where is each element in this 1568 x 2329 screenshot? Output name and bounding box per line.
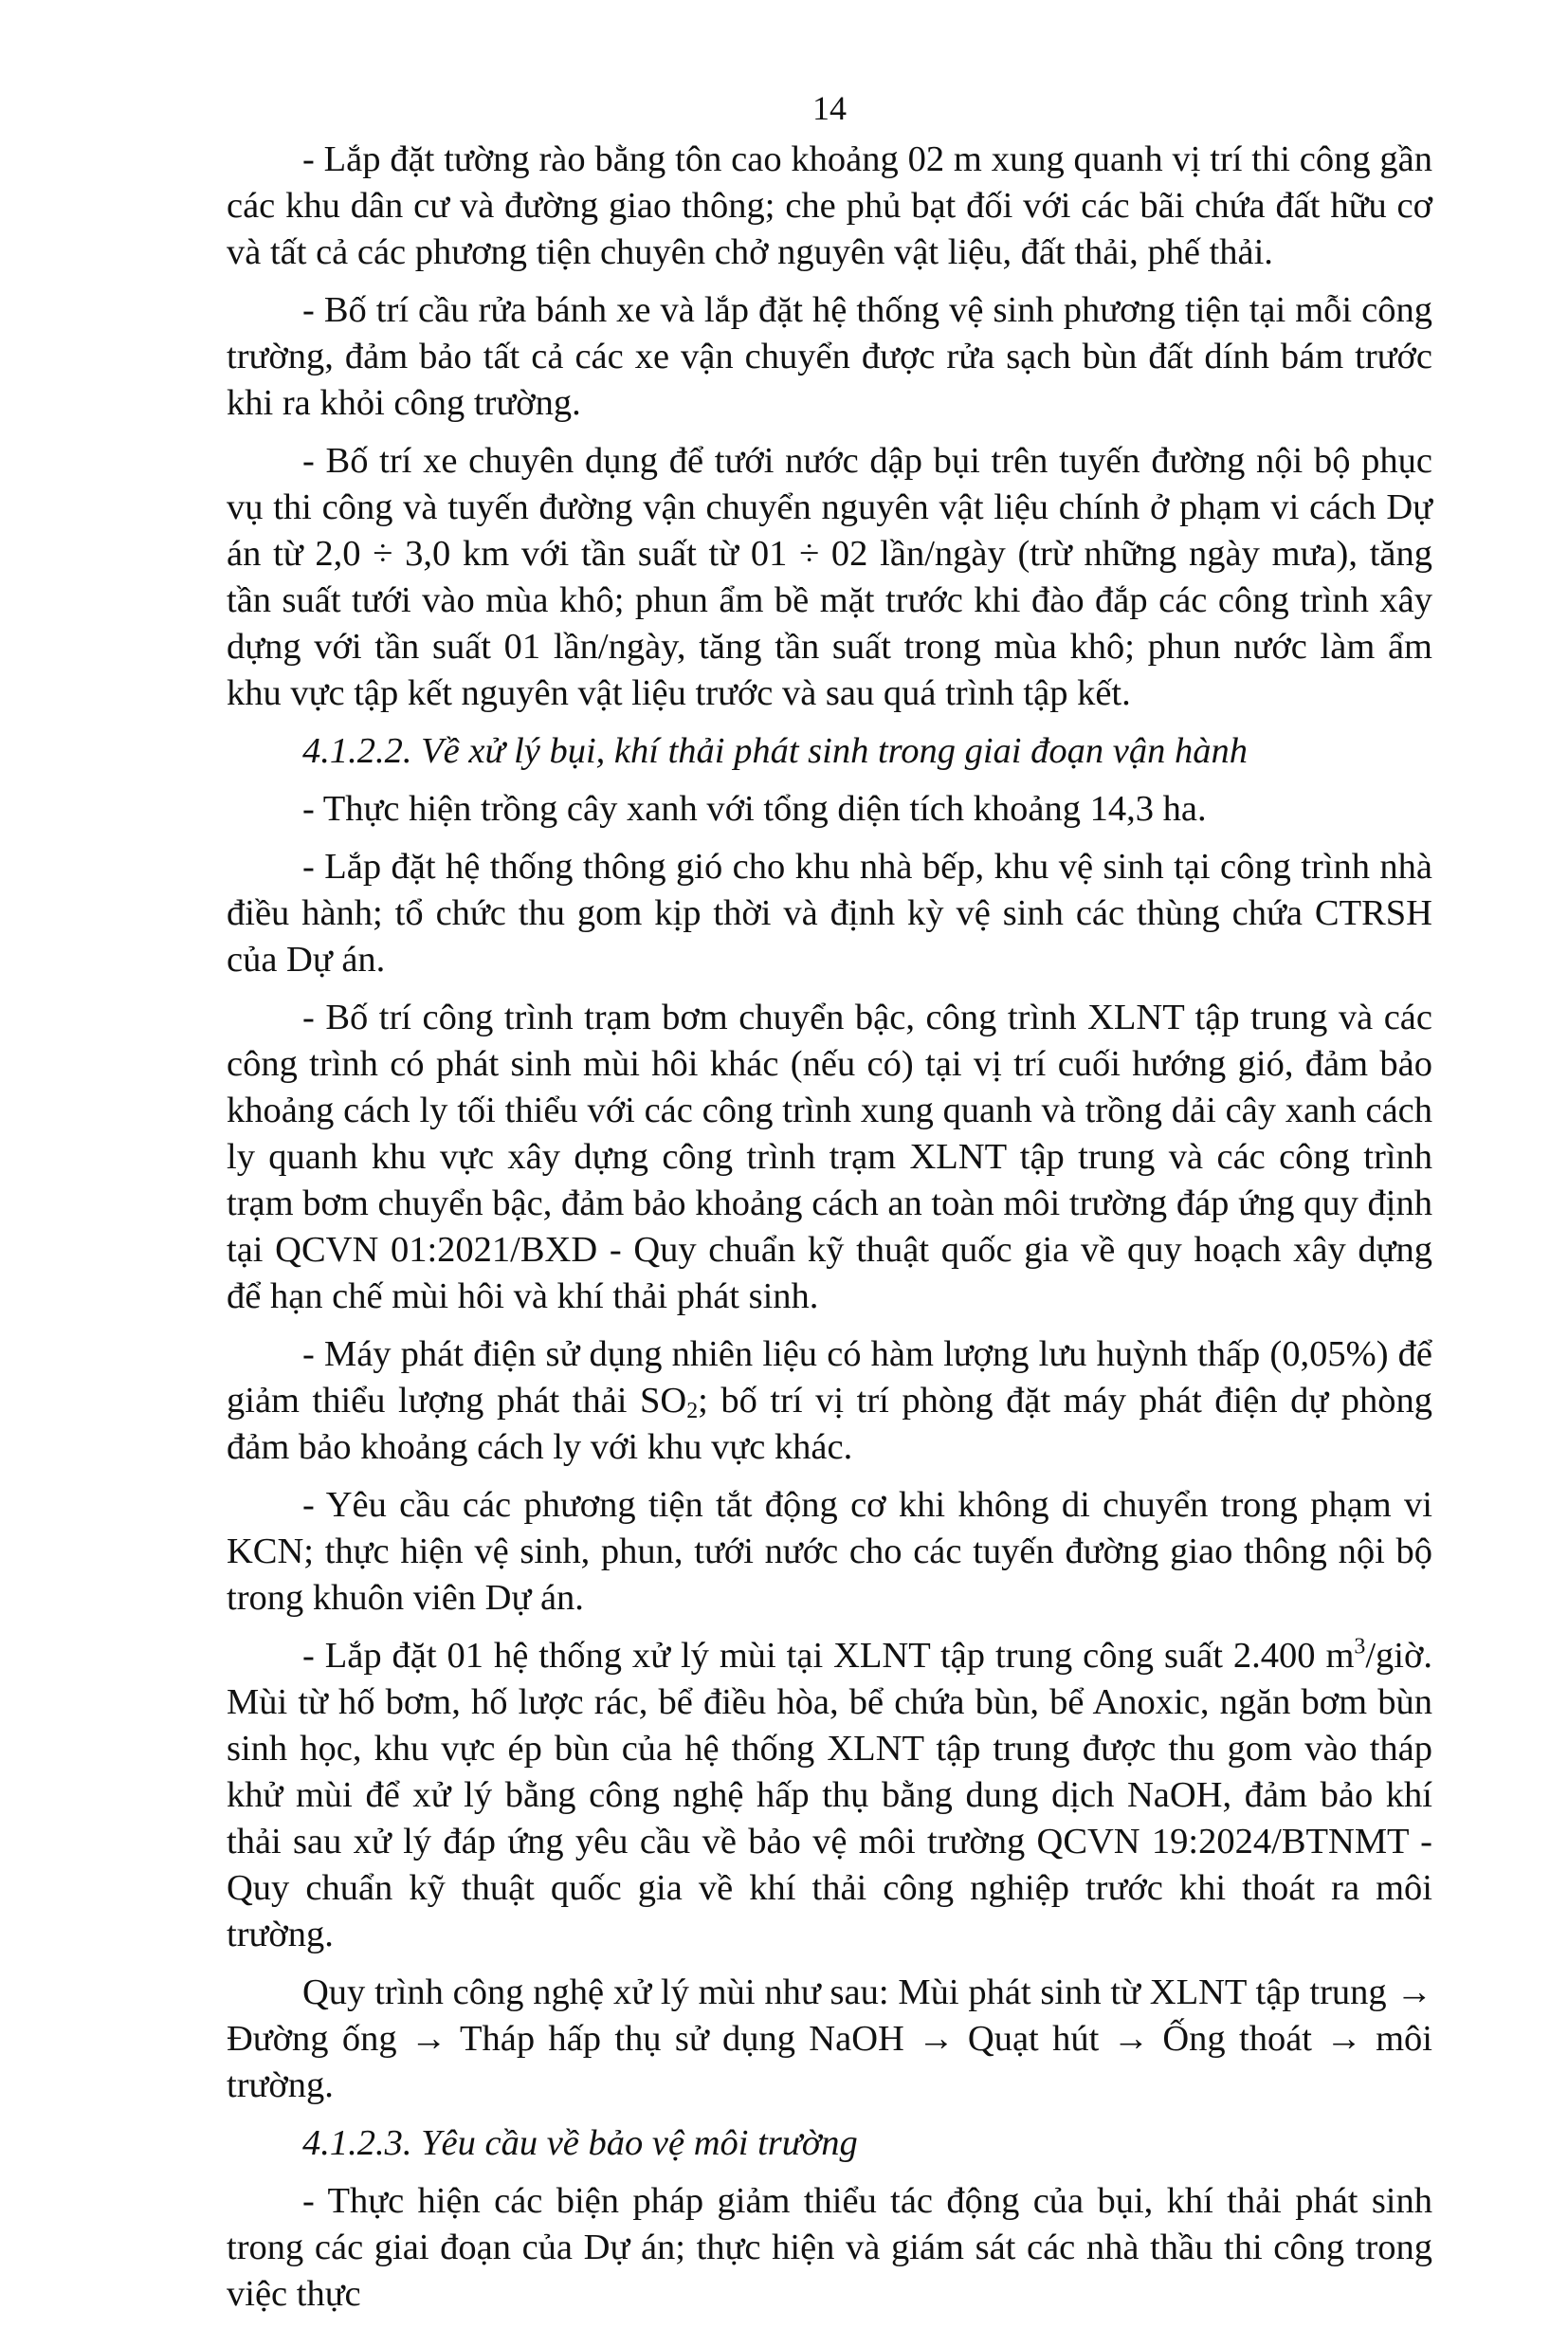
so2-subscript: 2 <box>686 1398 699 1423</box>
paragraph-pump-station-layout: - Bố trí công trình trạm bơm chuyển bậc, công trình XLNT tập trung và các công trình có phát sinh mùi hôi khác (nếu có) tại vị trí cuối hướng gió, đảm bảo khoảng cách ly tối thiểu với các công trình xung quanh và trồng dải cây xanh cách ly quanh khu vực xây dựng công trình trạm XLNT tập trung và các công trình trạm bơm chuyển bậc, đảm bảo khoảng cách an toàn môi trường đáp ứng quy định tại QCVN 01:2021/BXD - Quy chuẩn kỹ thuật quốc gia về quy hoạch xây dựng để hạn chế mùi hôi và khí thải phát sinh. <box>227 998 1432 1316</box>
paragraph-generator-fuel <box>227 1331 1432 1471</box>
odor-text-b: /giờ. Mùi từ hố bơm, hố lược rác, bể điều hòa, bể chứa bùn, bể Anoxic, ngăn bơm bùn sinh học, khu vực ép bùn của hệ thống XLNT tập trung được thu gom vào tháp khử mùi để xử lý bằng công nghệ hấp thụ bằng dung dịch NaOH, đảm bảo khí thải sau xử lý đáp ứng yêu cầu về bảo vệ môi trường QCVN 19:2024/BTNMT - Quy chuẩn kỹ thuật quốc gia về khí thải công nghiệp trước khi thoát ra môi trường. <box>227 1636 1432 1954</box>
paragraph-green-trees: - Thực hiện trồng cây xanh với tổng diện tích khoảng 14,3 ha. <box>302 789 1207 829</box>
paragraph-mitigation: - Thực hiện các biện pháp giảm thiểu tác động của bụi, khí thải phát sinh trong các giai đoạn của Dự án; thực hiện và giám sát các nhà thầu thi công trong việc thực <box>227 2181 1432 2314</box>
generator-text-b: ; bố trí vị trí phòng đặt máy phát điện dự phòng đảm bảo khoảng cách ly với khu vực khác. <box>227 1381 1432 1467</box>
cubic-superscript: 3 <box>1354 1634 1366 1660</box>
generator-text-a: - Máy phát điện sử dụng nhiên liệu có hàm lượng lưu huỳnh thấp (0,05%) để giảm thiểu lượng phát thải SO <box>227 1334 1432 1421</box>
paragraph-odor-system <box>227 1633 1432 1958</box>
paragraph-fence-covering: - Lắp đặt tường rào bằng tôn cao khoảng 02 m xung quanh vị trí thi công gần các khu dân cư và đường giao thông; che phủ bạt đối với các bãi chứa đất hữu cơ và tất cả các phương tiện chuyên chở nguyên vật liệu, đất thải, phế thải. <box>227 139 1432 272</box>
document-page <box>227 87 1432 2329</box>
odor-text-a: - Lắp đặt 01 hệ thống xử lý mùi tại XLNT tập trung công suất 2.400 m <box>302 1636 1355 1676</box>
section-heading-env-requirements: 4.1.2.3. Yêu cầu về bảo vệ môi trường <box>302 2123 858 2163</box>
paragraph-odor-process: Quy trình công nghệ xử lý mùi như sau: Mùi phát sinh từ XLNT tập trung → Đường ống → Tháp hấp thụ sử dụng NaOH → Quạt hút → Ống thoát → môi trường. <box>227 1972 1432 2105</box>
page-number: 14 <box>812 89 847 127</box>
paragraph-dust-watering: - Bố trí xe chuyên dụng để tưới nước dập bụi trên tuyến đường nội bộ phục vụ thi công và tuyến đường vận chuyển nguyên vật liệu chính ở phạm vi cách Dự án từ 2,0 ÷ 3,0 km với tần suất từ 01 ÷ 02 lần/ngày (trừ những ngày mưa), tăng tần suất tưới vào mùa khô; phun ẩm bề mặt trước khi đào đắp các công trình xây dựng với tần suất 01 lần/ngày, tăng tần suất trong mùa khô; phun nước làm ẩm khu vực tập kết nguyên vật liệu trước và sau quá trình tập kết. <box>227 441 1432 713</box>
section-heading-operation-emissions: 4.1.2.2. Về xử lý bụi, khí thải phát sinh trong giai đoạn vận hành <box>302 731 1248 771</box>
paragraph-ventilation: - Lắp đặt hệ thống thông gió cho khu nhà bếp, khu vệ sinh tại công trình nhà điều hành; tổ chức thu gom kịp thời và định kỳ vệ sinh các thùng chứa CTRSH của Dự án. <box>227 847 1432 980</box>
paragraph-vehicle-engines: - Yêu cầu các phương tiện tắt động cơ khi không di chuyển trong phạm vi KCN; thực hiện vệ sinh, phun, tưới nước cho các tuyến đường giao thông nội bộ trong khuôn viên Dự án. <box>227 1485 1432 1618</box>
paragraph-wheel-wash: - Bố trí cầu rửa bánh xe và lắp đặt hệ thống vệ sinh phương tiện tại mỗi công trường, đảm bảo tất cả các xe vận chuyển được rửa sạch bùn đất dính bám trước khi ra khỏi công trường. <box>227 290 1432 423</box>
